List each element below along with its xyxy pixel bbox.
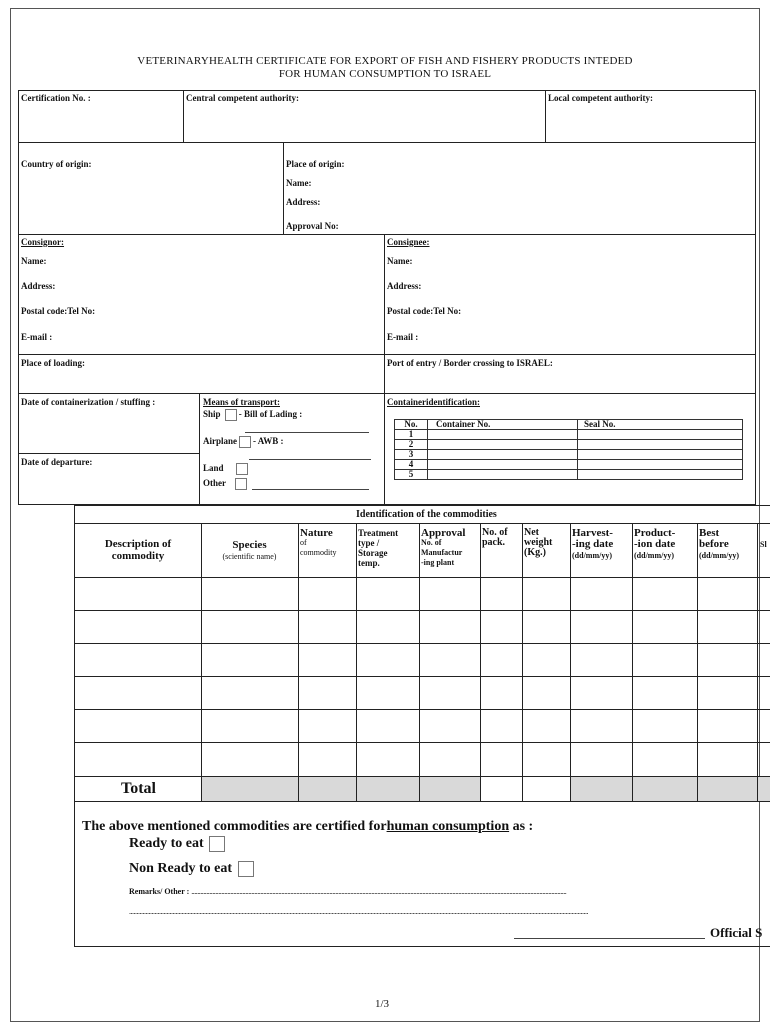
place-of-loading-label: Place of loading: bbox=[21, 358, 85, 368]
ship-label: Ship bbox=[203, 409, 221, 420]
consignee-name-label: Name: bbox=[387, 256, 413, 266]
container-row: 1 bbox=[395, 430, 743, 440]
approval-no-label: Approval No: bbox=[286, 221, 339, 231]
country-of-origin-label: Country of origin: bbox=[21, 159, 92, 169]
commodities-heading: Identification of the commodities bbox=[356, 509, 497, 520]
container-col-no: No. bbox=[395, 420, 428, 430]
col-net-weight: Net weight (Kg.) bbox=[524, 527, 553, 558]
certification-statement: The above mentioned commodities are certified forhuman consumption as : bbox=[82, 819, 534, 834]
container-row: 4 bbox=[395, 460, 743, 470]
col-harvesting-date: Harvest- -ing date (dd/mm/yy) bbox=[572, 527, 614, 560]
consignee-postal-label: Postal code:Tel No: bbox=[387, 306, 462, 316]
ship-option bbox=[203, 409, 302, 421]
other-field[interactable] bbox=[252, 489, 369, 490]
container-row: 5 bbox=[395, 470, 743, 480]
airplane-option bbox=[203, 436, 284, 448]
non-ready-to-eat-option: Non Ready to eat bbox=[129, 861, 256, 877]
consignor-heading: Consignor: bbox=[21, 237, 65, 247]
date-departure-label: Date of departure: bbox=[21, 457, 93, 467]
seal-no-cell[interactable] bbox=[578, 460, 743, 470]
col-approval: Approval No. of Manufactur -ing plant bbox=[421, 527, 466, 567]
port-of-entry-label: Port of entry / Border crossing to ISRAEL: bbox=[387, 358, 553, 368]
total-shaded-b bbox=[571, 777, 770, 801]
container-no-cell[interactable] bbox=[428, 440, 578, 450]
consignor-postal-label: Postal code:Tel No: bbox=[21, 306, 96, 316]
ready-to-eat-checkbox[interactable] bbox=[209, 836, 225, 852]
remarks-line[interactable]: Remarks/ Other : .......................................................................................................................................................................................................................................................... bbox=[129, 887, 567, 896]
container-no-cell[interactable] bbox=[428, 460, 578, 470]
other-label: Other bbox=[203, 478, 226, 489]
bill-of-lading-field[interactable] bbox=[245, 432, 369, 433]
date-containerization-label: Date of containerization / stuffing : bbox=[21, 397, 156, 407]
col-species: Species (scientific name) bbox=[222, 539, 277, 561]
total-label: Total bbox=[121, 780, 156, 797]
consignee-address-label: Address: bbox=[387, 281, 422, 291]
other-checkbox[interactable] bbox=[235, 478, 247, 490]
local-authority-label: Local competent authority: bbox=[548, 93, 653, 103]
airplane-label: Airplane bbox=[203, 436, 238, 447]
consignor-email-label: E-mail : bbox=[21, 332, 53, 342]
consignor-name-label: Name: bbox=[21, 256, 47, 266]
seal-no-cell[interactable] bbox=[578, 440, 743, 450]
container-col-container: Container No. bbox=[428, 420, 578, 430]
page-number: 1/3 bbox=[375, 998, 390, 1010]
non-ready-to-eat-checkbox[interactable] bbox=[238, 861, 254, 877]
origin-address-label: Address: bbox=[286, 197, 321, 207]
col-packages: No. of pack. bbox=[482, 527, 508, 548]
container-table bbox=[394, 419, 743, 480]
container-no-cell[interactable] bbox=[428, 450, 578, 460]
certificate-title bbox=[40, 55, 730, 81]
ship-checkbox[interactable] bbox=[225, 409, 237, 421]
container-identification-heading: Containeridentification: bbox=[387, 397, 480, 407]
col-nature: Nature of commodity bbox=[300, 527, 337, 557]
consignor-address-label: Address: bbox=[21, 281, 56, 291]
awb-field[interactable] bbox=[249, 459, 371, 460]
col-production-date: Product- -ion date (dd/mm/yy) bbox=[634, 527, 676, 560]
remarks-line-2[interactable]: .................................................................................................................................................................................................................................................................................................................. bbox=[129, 907, 588, 916]
container-col-seal: Seal No. bbox=[578, 420, 743, 430]
container-row: 3 bbox=[395, 450, 743, 460]
airplane-checkbox[interactable] bbox=[239, 436, 251, 448]
official-label: Official S bbox=[710, 925, 763, 940]
seal-no-cell[interactable] bbox=[578, 450, 743, 460]
central-authority-label: Central competent authority: bbox=[186, 93, 299, 103]
means-of-transport-heading: Means of transport: bbox=[203, 397, 280, 407]
certification-no-label: Certification No. : bbox=[21, 93, 91, 103]
container-no-cell[interactable] bbox=[428, 430, 578, 440]
consignee-email-label: E-mail : bbox=[387, 332, 419, 342]
land-label: Land bbox=[203, 463, 224, 474]
other-option bbox=[203, 478, 249, 490]
col-best-before: Best before (dd/mm/yy) bbox=[699, 527, 739, 560]
col-treatment: Treatment type / Storage temp. bbox=[358, 528, 399, 568]
consignee-heading: Consignee: bbox=[387, 237, 430, 247]
origin-name-label: Name: bbox=[286, 178, 312, 188]
awb-label: - AWB : bbox=[253, 436, 284, 447]
place-of-origin-label: Place of origin: bbox=[286, 159, 345, 169]
total-shaded-a bbox=[201, 777, 480, 801]
ready-to-eat-option: Ready to eat bbox=[129, 836, 227, 852]
land-checkbox[interactable] bbox=[236, 463, 248, 475]
land-option bbox=[203, 463, 250, 475]
signature-line[interactable] bbox=[514, 938, 705, 939]
container-row: 2 bbox=[395, 440, 743, 450]
title-line-1: VETERINARYHEALTH CERTIFICATE FOR EXPORT OF FISH AND FISHERY PRODUCTS INTEDED bbox=[137, 55, 633, 67]
col-description: Description of commodity bbox=[104, 538, 172, 562]
seal-no-cell[interactable] bbox=[578, 430, 743, 440]
title-line-2: FOR HUMAN CONSUMPTION TO ISRAEL bbox=[278, 68, 492, 80]
seal-no-cell[interactable] bbox=[578, 470, 743, 480]
container-no-cell[interactable] bbox=[428, 470, 578, 480]
bill-of-lading-label: - Bill of Lading : bbox=[238, 409, 303, 420]
origin-row bbox=[18, 142, 756, 235]
col-cut-off: Sl bbox=[760, 540, 767, 549]
